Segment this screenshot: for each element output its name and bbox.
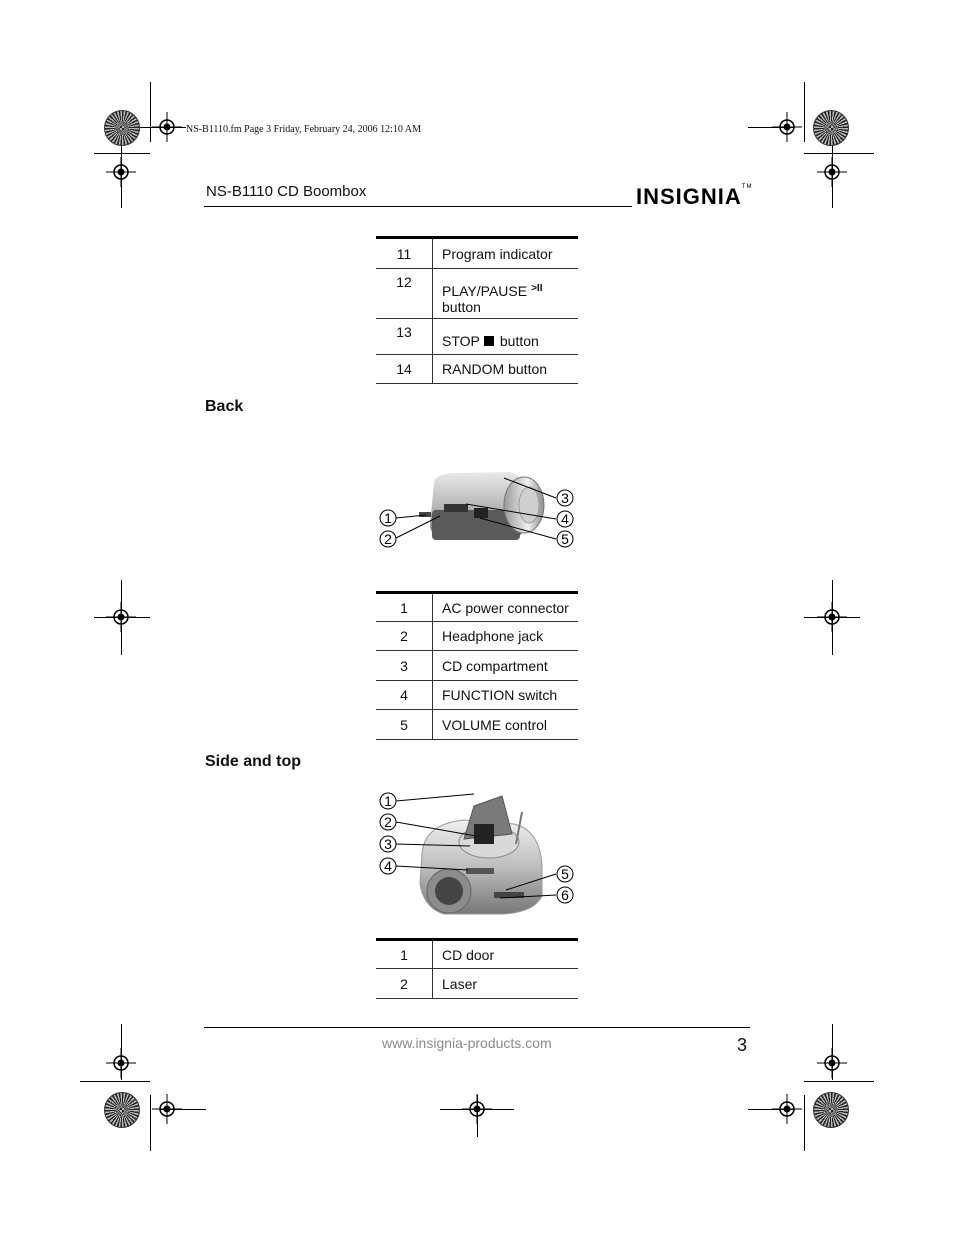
registration-target-icon <box>106 157 136 187</box>
page-number: 3 <box>737 1035 748 1055</box>
callout-5 <box>557 866 573 882</box>
insignia-logo: INSIGNIA™ <box>636 184 753 209</box>
part-description: Laser <box>433 969 579 999</box>
side-top-parts-table <box>376 938 578 999</box>
part-number: 1 <box>376 593 433 622</box>
color-bar-starburst-icon <box>104 1092 140 1128</box>
part-number: 1 <box>376 940 433 969</box>
part-description: VOLUME control <box>433 710 579 740</box>
part-number: 2 <box>376 969 433 999</box>
part-description: CD door <box>433 940 579 969</box>
svg-text:1: 1 <box>384 510 392 526</box>
stop-icon <box>484 336 494 346</box>
callout-3 <box>380 836 396 852</box>
svg-text:4: 4 <box>561 511 569 527</box>
part-description: PLAY/PAUSE $^{>II}$ button <box>433 269 579 319</box>
registration-target-icon <box>462 1094 492 1124</box>
callout-1 <box>380 793 396 809</box>
section-heading-back: Back <box>205 398 244 415</box>
svg-text:4: 4 <box>384 858 392 874</box>
part-number: 13 <box>376 319 433 355</box>
part-number: 3 <box>376 651 433 681</box>
svg-text:2: 2 <box>384 814 392 830</box>
boombox-side-top-illustration <box>374 784 584 930</box>
svg-text:6: 6 <box>561 887 569 903</box>
front-parts-table <box>376 236 578 384</box>
callout-1 <box>380 510 396 526</box>
registration-target-icon <box>106 602 136 632</box>
color-bar-starburst-icon <box>104 110 140 146</box>
registration-target-icon <box>817 1048 847 1078</box>
part-description: CD compartment <box>433 651 579 681</box>
table-row <box>376 319 578 355</box>
registration-target-icon <box>817 157 847 187</box>
callout-6 <box>557 887 573 903</box>
part-number: 5 <box>376 710 433 740</box>
part-description: RANDOM button <box>433 355 579 384</box>
registration-target-icon <box>817 602 847 632</box>
registration-target-icon <box>152 112 182 142</box>
play-pause-icon: >II <box>531 282 543 294</box>
table-row <box>376 651 578 681</box>
registration-target-icon <box>152 1094 182 1124</box>
part-description: Headphone jack <box>433 622 579 651</box>
table-row <box>376 969 578 999</box>
printer-slug-line: NS-B1110.fm Page 3 Friday, February 24, 2006 12:10 AM <box>186 124 421 135</box>
boombox-back-illustration <box>374 460 584 570</box>
callout-2 <box>380 531 396 547</box>
section-heading-side-and-top: Side and top <box>205 753 301 770</box>
svg-text:1: 1 <box>384 793 392 809</box>
svg-text:5: 5 <box>561 531 569 547</box>
svg-text:5: 5 <box>561 866 569 882</box>
svg-text:2: 2 <box>384 531 392 547</box>
callout-4 <box>380 858 396 874</box>
part-number: 14 <box>376 355 433 384</box>
table-row <box>376 238 578 269</box>
registration-target-icon <box>772 112 802 142</box>
header-divider <box>204 206 632 207</box>
svg-text:3: 3 <box>384 836 392 852</box>
table-row <box>376 622 578 651</box>
part-number: 12 <box>376 269 433 319</box>
callout-4 <box>557 511 573 527</box>
table-row <box>376 269 578 319</box>
color-bar-starburst-icon <box>813 110 849 146</box>
part-number: 2 <box>376 622 433 651</box>
color-bar-starburst-icon <box>813 1092 849 1128</box>
part-number: 11 <box>376 238 433 269</box>
page-title: NS-B1110 CD Boombox <box>206 183 367 200</box>
part-description: FUNCTION switch <box>433 681 579 710</box>
table-row <box>376 593 578 622</box>
part-description: Program indicator <box>433 238 579 269</box>
registration-target-icon <box>772 1094 802 1124</box>
svg-text:3: 3 <box>561 490 569 506</box>
back-parts-table <box>376 591 578 740</box>
footer-divider <box>204 1027 750 1028</box>
table-row <box>376 940 578 969</box>
part-description: STOP button <box>433 319 579 355</box>
registration-target-icon <box>106 1048 136 1078</box>
part-number: 4 <box>376 681 433 710</box>
callout-5 <box>557 531 573 547</box>
table-row <box>376 710 578 740</box>
callout-2 <box>380 814 396 830</box>
table-row <box>376 355 578 384</box>
footer-url: www.insignia-products.com <box>382 1035 552 1051</box>
table-row <box>376 681 578 710</box>
part-description: AC power connector <box>433 593 579 622</box>
callout-3 <box>557 490 573 506</box>
